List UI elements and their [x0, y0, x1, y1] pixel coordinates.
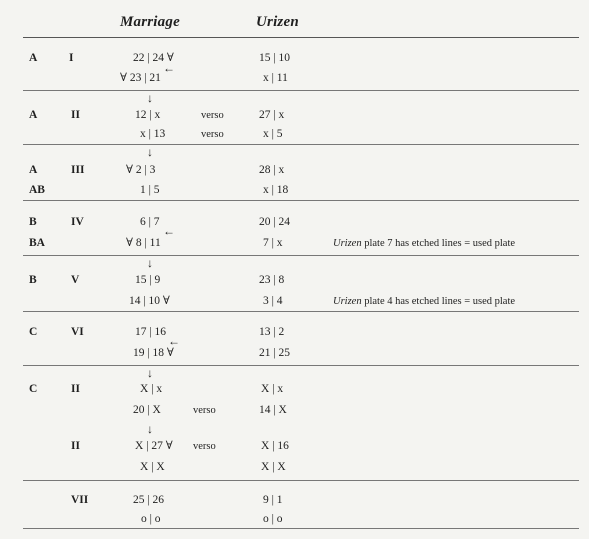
urizen-cell: 7 | x — [263, 237, 283, 249]
row-label: B — [29, 274, 37, 286]
verso-label: verso — [193, 405, 216, 416]
table-group-4 — [23, 200, 579, 256]
urizen-cell: 28 | x — [259, 164, 285, 176]
marriage-cell: 17 | 16 — [135, 326, 167, 338]
urizen-cell: x | 18 — [263, 184, 289, 196]
note-text: plate 4 has etched lines = used plate — [361, 296, 516, 307]
left-arrow: ← — [163, 61, 175, 75]
note-italic: Urizen — [333, 296, 362, 307]
marriage-cell: ∀ 23 | 21 — [120, 72, 161, 84]
marriage-cell: 20 | X — [133, 404, 161, 416]
marriage-cell: x | 13 — [140, 128, 166, 140]
urizen-cell: o | o — [263, 513, 283, 525]
urizen-cell: 23 | 8 — [259, 274, 285, 286]
table-group-8 — [23, 423, 579, 481]
row-label: A — [29, 52, 38, 64]
urizen-cell: X | X — [261, 461, 286, 473]
down-arrow: ↓ — [147, 145, 153, 159]
urizen-cell: X | x — [261, 383, 284, 395]
down-arrow: ↓ — [147, 422, 153, 436]
down-arrow: ↓ — [147, 91, 153, 105]
table-group-6 — [23, 311, 579, 366]
row-label: B — [29, 216, 37, 228]
urizen-cell: X | 16 — [261, 440, 289, 452]
verso-label: verso — [193, 441, 216, 452]
note-text: plate 7 has etched lines = used plate — [361, 238, 516, 249]
row-label: BA — [29, 237, 45, 249]
row-numeral: II — [71, 109, 80, 121]
row-label: C — [29, 326, 38, 338]
table-group-2 — [23, 90, 579, 145]
urizen-cell: 3 | 4 — [263, 295, 283, 307]
table-group-5 — [23, 255, 579, 312]
marriage-cell: ∀ 8 | 11 — [126, 237, 161, 249]
row-numeral: VII — [71, 494, 89, 506]
marriage-cell: 15 | 9 — [135, 274, 161, 286]
urizen-cell: 20 | 24 — [259, 216, 291, 228]
urizen-cell: 21 | 25 — [259, 347, 291, 359]
marriage-cell: 25 | 26 — [133, 494, 165, 506]
urizen-cell: 27 | x — [259, 109, 285, 121]
row-numeral: II — [71, 440, 80, 452]
table-group-9 — [23, 480, 579, 529]
row-numeral: III — [71, 164, 85, 176]
left-arrow: ← — [168, 334, 180, 348]
row-numeral: II — [71, 383, 80, 395]
marriage-cell: X | 27 ∀ — [135, 440, 173, 452]
marriage-header: Marriage — [120, 14, 180, 30]
row-numeral: IV — [71, 216, 84, 228]
row-numeral: I — [69, 52, 74, 64]
urizen-header: Urizen — [256, 14, 299, 30]
row-numeral: VI — [71, 326, 84, 338]
plate-note — [333, 295, 515, 308]
plate-note — [333, 237, 515, 250]
urizen-cell: 13 | 2 — [259, 326, 285, 338]
marriage-cell: X | x — [140, 383, 163, 395]
row-label: A — [29, 109, 38, 121]
down-arrow: ↓ — [147, 256, 153, 270]
verso-label: verso — [201, 129, 224, 140]
urizen-cell: 15 | 10 — [259, 52, 291, 64]
marriage-cell: X | X — [140, 461, 165, 473]
urizen-cell: 9 | 1 — [263, 494, 283, 506]
urizen-cell: x | 11 — [263, 72, 288, 84]
marriage-cell: 12 | x — [135, 109, 161, 121]
verso-label: verso — [201, 110, 224, 121]
row-numeral: V — [71, 274, 80, 286]
table-group-7 — [23, 365, 579, 423]
marriage-cell: 19 | 18 ∀ — [133, 347, 174, 359]
table-group-3 — [23, 144, 579, 201]
note-italic: Urizen — [333, 238, 362, 249]
urizen-cell: x | 5 — [263, 128, 283, 140]
urizen-cell: 14 | X — [259, 404, 287, 416]
row-label: C — [29, 383, 38, 395]
marriage-cell: 14 | 10 ∀ — [129, 295, 170, 307]
marriage-cell: ∀ 2 | 3 — [126, 164, 156, 176]
left-arrow: ← — [163, 224, 175, 238]
marriage-cell: 1 | 5 — [140, 184, 160, 196]
table-group-1 — [23, 38, 579, 91]
down-arrow: ↓ — [147, 366, 153, 380]
marriage-cell: 6 | 7 — [140, 216, 160, 228]
row-label: AB — [29, 184, 45, 196]
row-label: A — [29, 164, 38, 176]
marriage-cell: 22 | 24 ∀ — [133, 52, 174, 64]
marriage-cell: o | o — [141, 513, 161, 525]
